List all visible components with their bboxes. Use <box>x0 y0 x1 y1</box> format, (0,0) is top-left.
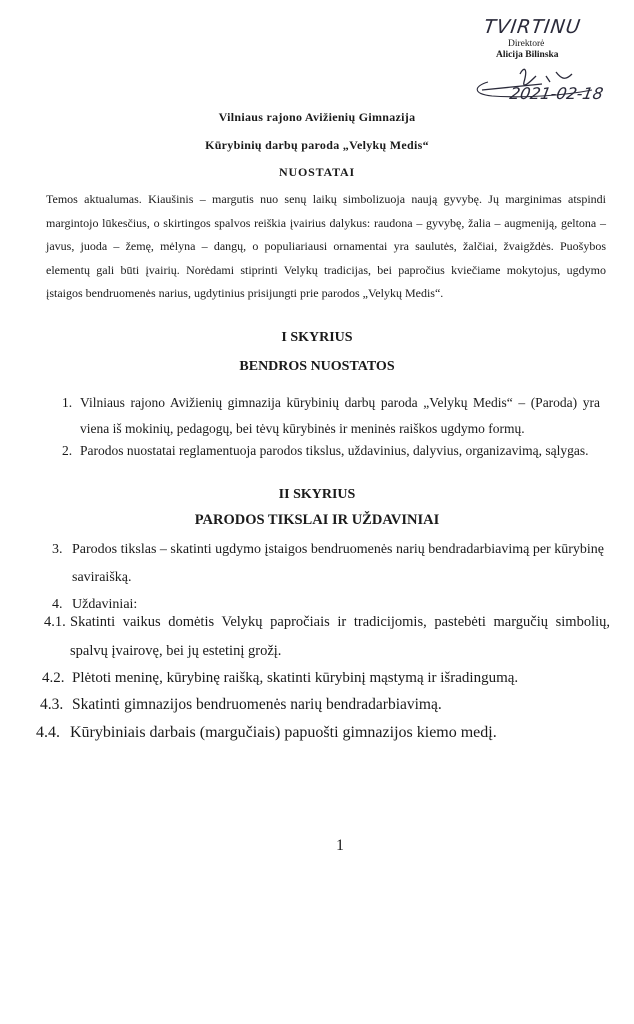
list-item-text: Parodos tikslas – skatinti ugdymo įstaigos bendruomenės narių bendradarbiavimą per kūrybinę saviraišką. <box>72 542 604 585</box>
list-item-number: 2. <box>62 443 73 458</box>
list-item <box>0 691 634 719</box>
list-item-number: 4. <box>52 597 63 612</box>
list-item-text: Plėtoti meninę, kūrybinę raišką, skatinti kūrybinį mąstymą ir išradingumą. <box>72 670 519 686</box>
list-item <box>0 390 634 442</box>
list-item <box>0 718 634 748</box>
section-2-heading: PARODOS TIKSLAI IR UŽDAVINIAI <box>194 512 440 528</box>
list-item <box>0 608 634 666</box>
list-item-text: Skatinti gimnazijos bendruomenės narių bendradarbiavimą. <box>72 696 442 713</box>
list-item <box>0 438 634 490</box>
approval-title: Direktorė <box>508 39 545 49</box>
list-item-number: 3. <box>52 542 63 557</box>
document-title: NUOSTATAI <box>279 165 355 179</box>
page-number: 1 <box>336 837 344 854</box>
approval-stamp <box>462 14 622 110</box>
section-1-heading: BENDROS NUOSTATOS <box>239 359 395 374</box>
list-item <box>0 664 634 692</box>
list-item-text: Vilniaus rajono Avižienių gimnazija kūrybinių darbų paroda „Velykų Medis“ – (Paroda) yra viena iš mokinių, pedagogų, bei tėvų kūrybinės ir meninės raiškos ugdymo formų. <box>80 395 600 436</box>
list-item-text: Kūrybiniais darbais (margučiais) papuošti gimnazijos kiemo medį. <box>70 724 497 741</box>
list-item <box>0 536 634 590</box>
list-item-number: 4.4. <box>36 724 60 741</box>
approval-date: 2021-02-18 <box>508 84 605 103</box>
list-item-text: Skatinti vaikus domėtis Velykų papročiais ir tradicijomis, pastebėti margučių simbolių, spalvų įvairovę, bei jų estetinį grožį. <box>70 614 610 659</box>
list-item-number: 1. <box>62 395 73 410</box>
section-1-title: I SKYRIUS <box>281 330 353 345</box>
section-2-title: II SKYRIUS <box>278 487 356 502</box>
list-item-text: Uždaviniai: <box>72 597 138 612</box>
exhibition-title: Kūrybinių darbų paroda „Velykų Medis“ <box>205 138 429 152</box>
list-item-text: Parodos nuostatai reglamentuoja parodos tikslus, uždavinius, dalyvius, organizavimą, sąlygas. <box>80 443 589 458</box>
approval-tvirtinu: TVIRTINU <box>482 16 583 38</box>
approval-name: Alicija Bilinska <box>496 50 559 60</box>
list-item-number: 4.3. <box>40 696 64 713</box>
list-item-number: 4.1. <box>44 614 66 630</box>
intro-paragraph: Temos aktualumas. Kiaušinis – margutis nuo senų laikų simbolizuoja naują gyvybę. Jų marginimas atspindi margintojo lūkesčius, o skirtingos spalvos reiškia įvairius dalykus: raudona – gyvybę, žalia – augmeniją, geltona – javus, juoda – žemę, mėlyna – dangų, o populiariausi ornamentai yra saulutės, žalčiai, žvaigždės. Puošybos elementų gali būti įvairių. Norėdami stiprinti Velykų tradicijas, bei papročius kviečiame mokytojus, ugdymo įstaigos bendruomenės narius, ugdytinius prisijungti prie parodos „Velykų Medis“. <box>46 192 606 300</box>
school-name: Vilniaus rajono Avižienių Gimnazija <box>218 110 416 124</box>
list-item-number: 4.2. <box>42 670 65 686</box>
